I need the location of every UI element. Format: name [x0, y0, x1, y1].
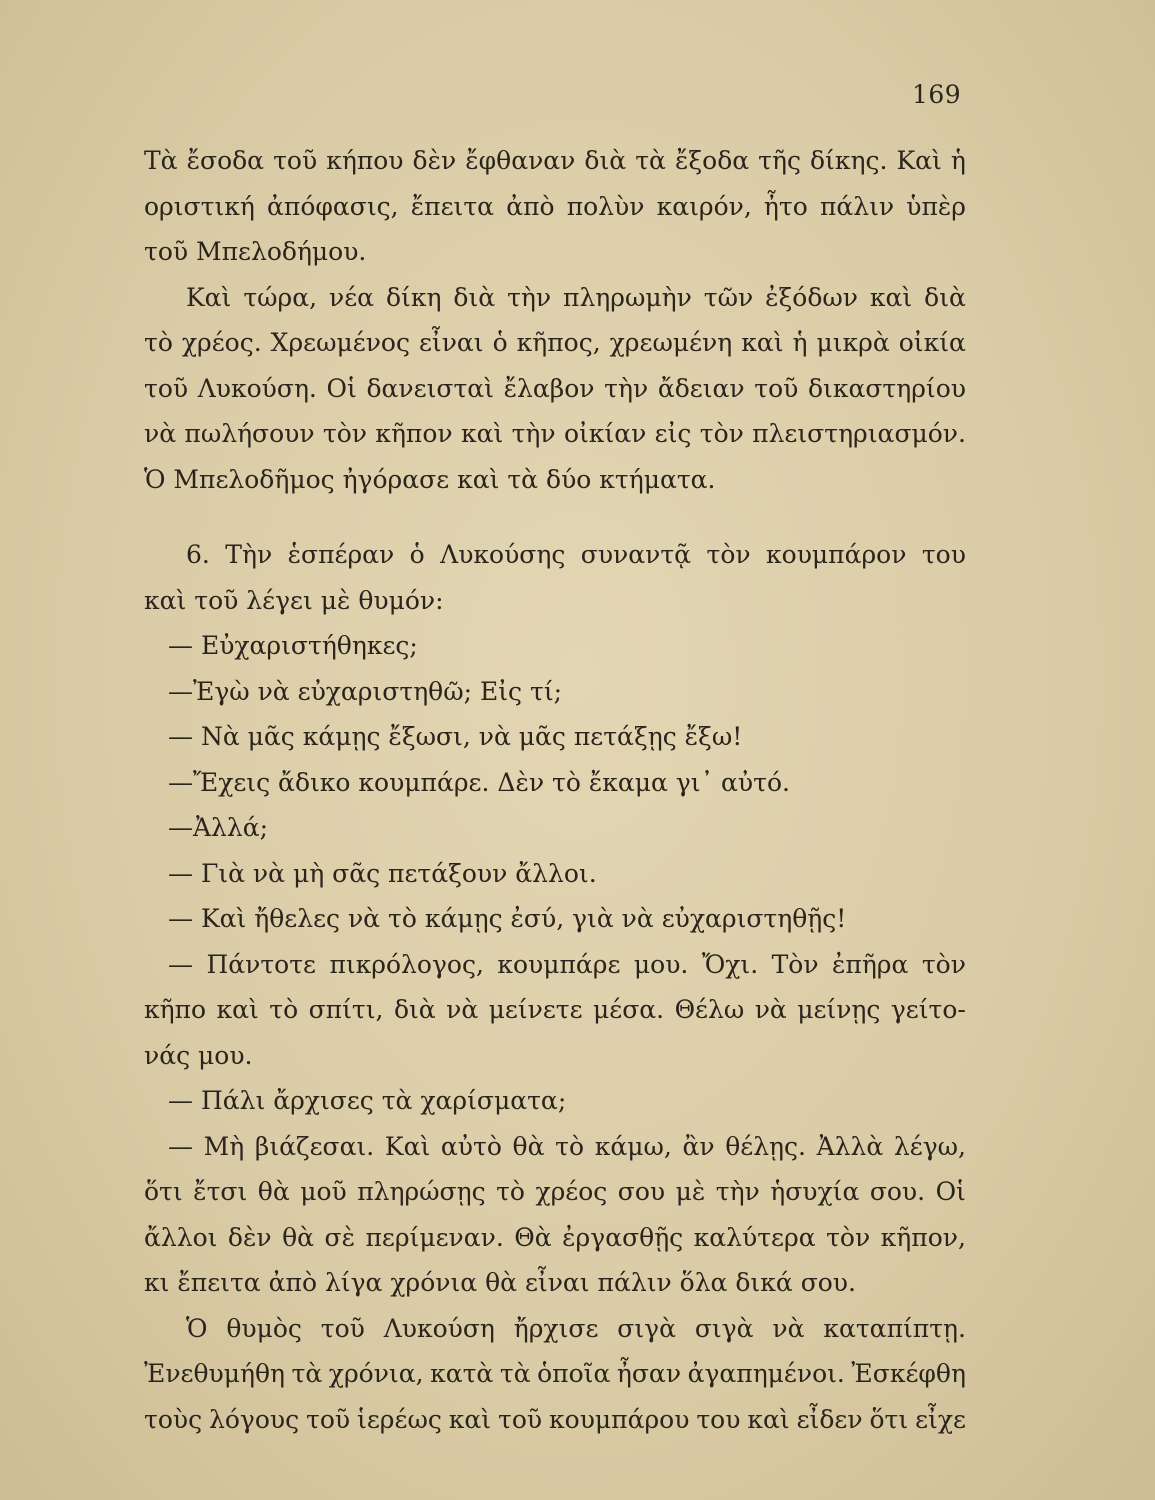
- text-line: — Καὶ ἤθελες νὰ τὸ κάμῃς ἐσύ, γιὰ νὰ εὐχαριστηθῇς!: [168, 904, 847, 933]
- text-line: Ὁ θυμὸς τοῦ Λυκούση ἤρχισε σιγὰ σιγὰ νὰ καταπίπτῃ.: [186, 1313, 966, 1343]
- text-line: — Πάλι ἄρχισες τὰ χαρίσματα;: [168, 1086, 567, 1115]
- text-line: τοὺς λόγους τοῦ ἱερέως καὶ τοῦ κουμπάρου του καὶ εἶδεν ὅτι εἶχε: [144, 1404, 966, 1434]
- text-line: κῆπο καὶ τὸ σπίτι, διὰ νὰ μείνετε μέσα. Θέλω νὰ μείνῃς γείτο-: [144, 995, 966, 1024]
- text-line: οριστική ἀπόφασις, ἔπειτα ἀπὸ πολὺν καιρόν, ἦτο πάλιν ὑπὲρ: [144, 191, 966, 221]
- text-line: — Μὴ βιάζεσαι. Καὶ αὐτὸ θὰ τὸ κάμω, ἂν θέλῃς. Ἀλλὰ λέγω,: [168, 1131, 966, 1161]
- text-line: — Πάντοτε πικρόλογος, κουμπάρε μου. Ὄχι. Τὸν ἐπῆρα τὸν: [168, 949, 966, 979]
- text-line: ἄλλοι δὲν θὰ σὲ περίμεναν. Θὰ ἐργασθῇς καλύτερα τὸν κῆπον,: [144, 1222, 966, 1252]
- page-number: 169: [912, 80, 962, 109]
- text-line: κι ἔπειτα ἀπὸ λίγα χρόνια θὰ εἶναι πάλιν ὅλα δικά σου.: [144, 1268, 856, 1297]
- text-line: τοῦ Μπελοδήμου.: [144, 237, 367, 266]
- body-text: [144, 138, 966, 1442]
- text-line: Ὁ Μπελοδῆμος ἠγόρασε καὶ τὰ δύο κτήματα.: [144, 464, 716, 494]
- text-line: 6. Τὴν ἑσπέραν ὁ Λυκούσης συναντᾷ τὸν κουμπάρον του: [186, 540, 966, 569]
- paragraph-gap: [144, 502, 966, 532]
- text-line: ὅτι ἔτσι θὰ μοῦ πληρώσῃς τὸ χρέος σου μὲ τὴν ἡσυχία σου. Οἱ: [144, 1177, 966, 1206]
- text-line: —Ἀλλά;: [168, 813, 269, 842]
- text-line: Καὶ τώρα, νέα δίκη διὰ τὴν πληρωμὴν τῶν ἐξόδων καὶ διὰ: [186, 282, 966, 312]
- text-line: Τὰ ἔσοδα τοῦ κήπου δὲν ἔφθαναν διὰ τὰ ἔξοδα τῆς δίκης. Καὶ ἡ: [144, 146, 966, 175]
- text-line: — Νὰ μᾶς κάμῃς ἔξωσι, νὰ μᾶς πετάξῃς ἔξω!: [168, 722, 743, 751]
- text-line: —Ἔχεις ἄδικο κουμπάρε. Δὲν τὸ ἔκαμα γι᾽ αὐτό.: [168, 767, 790, 797]
- text-line: — Εὐχαριστήθηκες;: [168, 631, 418, 660]
- text-line: νάς μου.: [144, 1040, 253, 1070]
- text-line: τὸ χρέος. Χρεωμένος εἶναι ὁ κῆπος, χρεωμένη καὶ ἡ μικρὰ οἰκία: [144, 328, 966, 357]
- text-line: Ἐνεθυμήθη τὰ χρόνια, κατὰ τὰ ὁποῖα ἦσαν ἀγαπημένοι. Ἐσκέφθη: [144, 1359, 966, 1388]
- text-line: νὰ πωλήσουν τὸν κῆπον καὶ τὴν οἰκίαν εἰς τὸν πλειστηριασμόν.: [144, 419, 966, 448]
- text-line: — Γιὰ νὰ μὴ σᾶς πετάξουν ἄλλοι.: [168, 858, 597, 888]
- text-line: καὶ τοῦ λέγει μὲ θυμόν:: [144, 585, 444, 615]
- text-line: —Ἐγὼ νὰ εὐχαριστηθῶ; Εἰς τί;: [168, 676, 563, 706]
- text-line: τοῦ Λυκούση. Οἱ δανεισταὶ ἔλαβον τὴν ἄδειαν τοῦ δικαστηρίου: [144, 373, 966, 403]
